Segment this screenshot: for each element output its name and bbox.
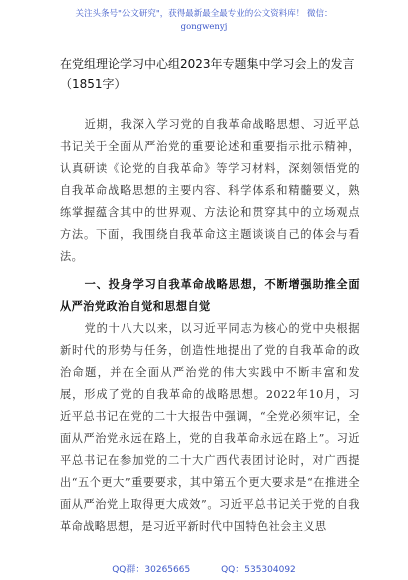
header-banner [0,0,408,42]
word-count: （1851字） [60,77,127,91]
document-body [60,114,360,538]
banner-line-2: gongwenyj [180,22,228,32]
section-1-paragraph: 党的十八大以来，以习近平同志为核心的党中央根据新时代的形势与任务，创造性地提出了党的自我革命的政治命题，并在全面从严治党的伟大实践中不断丰富和发展，形成了党的自我革命的战略思想。2022年10月，习近平总书记在党的二十大报告中强调，“全党必须牢记，全面从严治党永远在路上，党的自我革命永远在路上”。习近平总书记在参加党的二十大广西代表团讨论时，对广西提出“五个更大”重要要求，其中第五个更大要求是“在推进全面从严治党上取得更大成效”。习近平总书记关于党的自我革命战略思想，是习近平新时代中国特色社会主义思 [60,322,360,533]
footer-qq: QQ：535304092 [221,565,296,575]
banner-line-1: 关注头条号"公文研究"，获得最新最全最专业的公文资料库！ 微信： [75,9,333,19]
document-title-block [60,54,360,94]
footer-qq-group: QQ群：30265665 [112,565,191,575]
section-heading-1: 一、投身学习自我革命战略思想，不断增强助推全面从严治党政治自觉和思想自觉 [60,278,360,313]
footer [0,562,408,580]
intro-paragraph: 近期，我深入学习党的自我革命战略思想、习近平总书记关于全面从严治党的重要论述和重要指示批示精神，认真研读《论党的自我革命》等学习材料，深刻领悟党的自我革命战略思想的主要内容、科学体系和精髓要义，熟练掌握蕴含其中的世界观、方法论和贯穿其中的立场观点方法。下面，我围绕自我革命这主题谈谈自己的体会与看法。 [60,118,360,263]
document-title: 在党组理论学习中心组2023年专题集中学习会上的发言 [60,57,355,71]
